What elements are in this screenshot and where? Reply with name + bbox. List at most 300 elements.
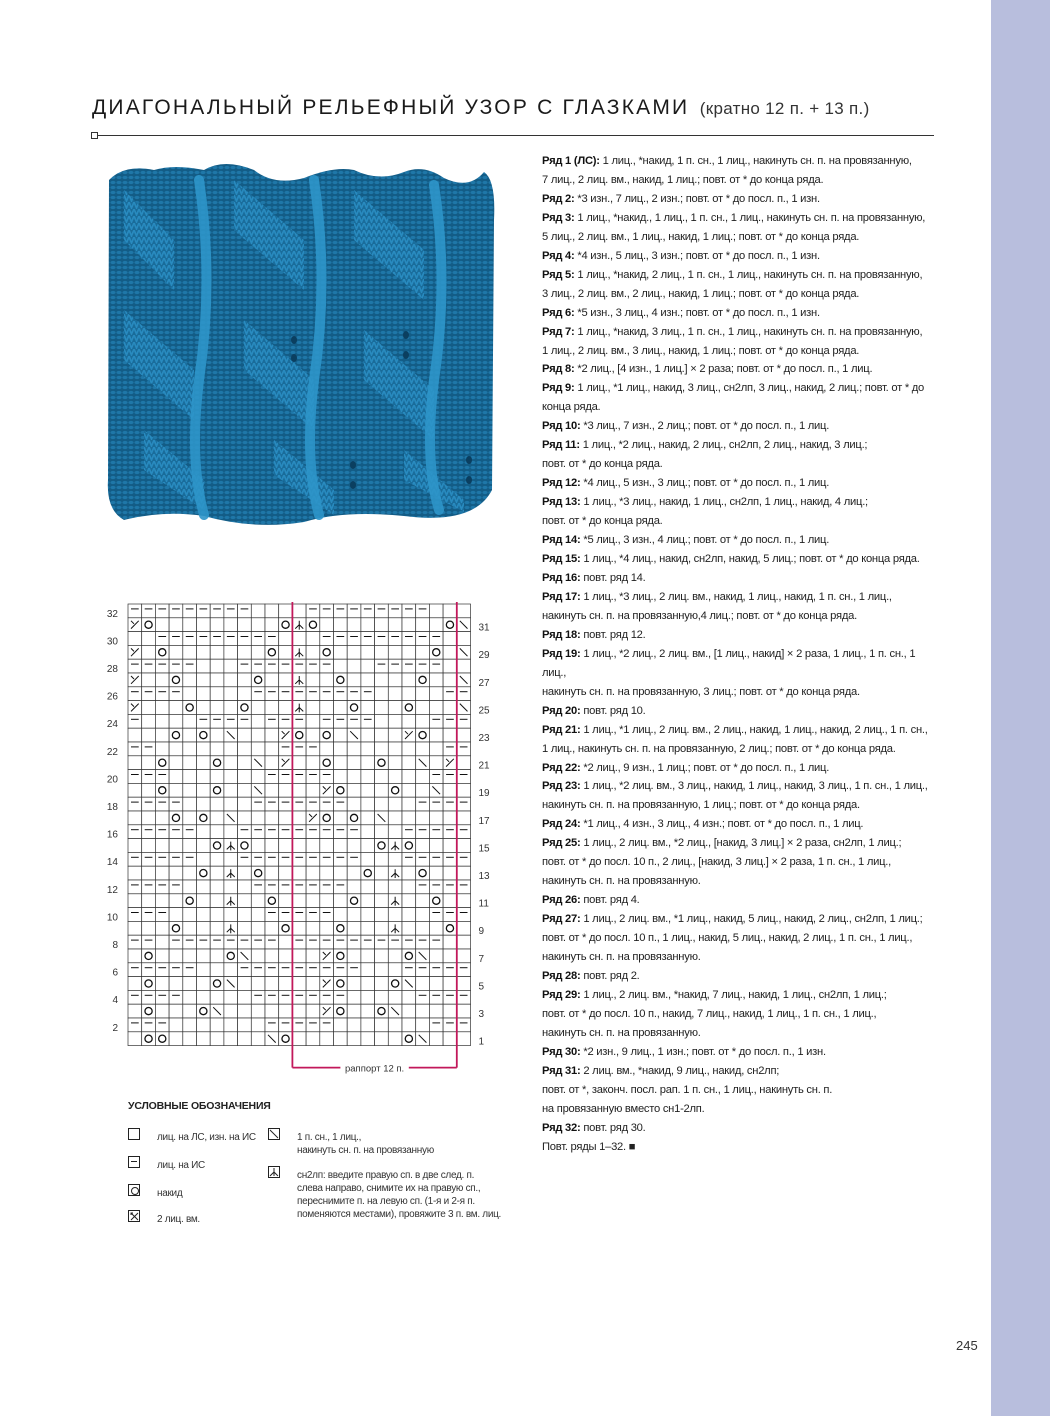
chart-cell xyxy=(224,687,238,701)
chart-cell xyxy=(183,604,197,618)
chart-cell xyxy=(224,990,238,1004)
chart-cell xyxy=(388,673,402,687)
row-number-left: 24 xyxy=(106,719,118,731)
chart-cell xyxy=(265,701,279,715)
chart-cell xyxy=(251,728,265,742)
chart-cell xyxy=(361,783,375,797)
chart-cell xyxy=(197,659,211,673)
chart-cell xyxy=(142,1004,156,1018)
chart-cell xyxy=(238,673,252,687)
chart-cell xyxy=(279,1032,293,1046)
instruction-line xyxy=(542,967,937,986)
chart-cell xyxy=(457,687,471,701)
chart-cell xyxy=(306,894,320,908)
chart-cell xyxy=(142,797,156,811)
chart-cell xyxy=(292,797,306,811)
chart-cell xyxy=(347,990,361,1004)
chart-cell xyxy=(265,866,279,880)
chart-cell xyxy=(306,990,320,1004)
chart-cell xyxy=(375,687,389,701)
chart-cell xyxy=(169,645,183,659)
instruction-line xyxy=(542,512,937,531)
instruction-line xyxy=(542,1043,937,1062)
chart-cell xyxy=(416,963,430,977)
chart-cell xyxy=(210,756,224,770)
chart-cell xyxy=(388,825,402,839)
chart-cell xyxy=(416,728,430,742)
row-text: 1 лиц., *накид, 1 п. сн., 1 лиц., накинуть сн. п. на провязанную, xyxy=(599,155,912,167)
instruction-line xyxy=(542,171,937,190)
chart-cell xyxy=(238,852,252,866)
chart-cell xyxy=(457,1032,471,1046)
chart-cell xyxy=(128,894,142,908)
chart-cell xyxy=(155,728,169,742)
chart-cell xyxy=(334,659,348,673)
chart-cell xyxy=(457,839,471,853)
chart-cell xyxy=(334,894,348,908)
chart-cell xyxy=(224,935,238,949)
chart-cell xyxy=(443,645,457,659)
chart-cell xyxy=(265,632,279,646)
row-number-left: 22 xyxy=(106,746,118,758)
chart-cell xyxy=(306,908,320,922)
chart-cell xyxy=(292,921,306,935)
chart-cell xyxy=(169,935,183,949)
chart-cell xyxy=(142,949,156,963)
chart-cell xyxy=(402,604,416,618)
chart-cell xyxy=(292,632,306,646)
chart-cell xyxy=(210,811,224,825)
chart-cell xyxy=(292,825,306,839)
chart-cell xyxy=(429,990,443,1004)
chart-cell xyxy=(429,811,443,825)
chart-cell xyxy=(169,783,183,797)
chart-cell xyxy=(306,604,320,618)
chart-cell xyxy=(210,659,224,673)
chart-cell xyxy=(347,783,361,797)
chart-cell xyxy=(265,852,279,866)
chart-cell xyxy=(251,687,265,701)
chart-cell xyxy=(457,935,471,949)
chart-cell xyxy=(155,673,169,687)
chart-cell xyxy=(306,880,320,894)
chart-cell xyxy=(361,632,375,646)
chart-cell xyxy=(197,687,211,701)
chart-cell xyxy=(334,645,348,659)
chart-cell xyxy=(375,825,389,839)
legend-text: 2 лиц. вм. xyxy=(157,1214,200,1225)
chart-cell xyxy=(388,797,402,811)
instruction-line xyxy=(542,872,937,891)
chart-cell xyxy=(375,935,389,949)
chart-cell xyxy=(334,825,348,839)
chart-cell xyxy=(197,880,211,894)
chart-cell xyxy=(306,977,320,991)
chart-cell xyxy=(155,618,169,632)
chart-cell xyxy=(265,921,279,935)
chart-cell xyxy=(155,963,169,977)
row-label: Ряд 16: xyxy=(542,571,581,584)
chart-cell xyxy=(347,825,361,839)
chart-cell xyxy=(169,949,183,963)
chart-cell xyxy=(183,935,197,949)
row-label: Ряд 22: xyxy=(542,761,581,774)
chart-cell xyxy=(155,797,169,811)
chart-cell xyxy=(443,977,457,991)
chart-cell xyxy=(320,1018,334,1032)
chart-cell xyxy=(388,645,402,659)
chart-cell xyxy=(443,673,457,687)
chart-cell xyxy=(429,825,443,839)
chart-cell xyxy=(334,866,348,880)
chart-cell xyxy=(169,604,183,618)
chart-cell xyxy=(279,880,293,894)
legend-line: слева направо, снимите их на правую сп., xyxy=(297,1183,481,1194)
chart-cell xyxy=(347,770,361,784)
chart-cell xyxy=(210,728,224,742)
chart-cell xyxy=(183,963,197,977)
chart-cell xyxy=(142,618,156,632)
chart-cell xyxy=(238,701,252,715)
chart-cell xyxy=(402,894,416,908)
chart-cell xyxy=(320,797,334,811)
row-text: 1 лиц., 2 лиц. вм., 3 лиц., накид, 1 лиц.; повт. от * до конца ряда. xyxy=(542,344,860,357)
chart-cell xyxy=(347,618,361,632)
row-text: накинуть сн. п. на провязанную. xyxy=(542,951,701,964)
chart-cell xyxy=(320,1032,334,1046)
chart-cell xyxy=(443,866,457,880)
chart-cell xyxy=(265,990,279,1004)
chart-cell xyxy=(457,714,471,728)
chart-cell xyxy=(306,687,320,701)
page-number: 245 xyxy=(956,1338,978,1353)
chart-cell xyxy=(238,990,252,1004)
instruction-line xyxy=(542,360,937,379)
row-text: накинуть сн. п. на провязанную, 3 лиц.; повт. от * до конца ряда. xyxy=(542,685,860,698)
instruction-line xyxy=(542,740,937,759)
chart-cell xyxy=(210,963,224,977)
chart-cell xyxy=(388,963,402,977)
chart-cell xyxy=(416,990,430,1004)
chart-cell xyxy=(128,949,142,963)
row-text: *4 лиц., 5 изн., 3 лиц.; повт. от * до посл. п., 1 лиц. xyxy=(580,477,830,490)
chart-cell xyxy=(402,990,416,1004)
chart-cell xyxy=(197,645,211,659)
chart-cell xyxy=(361,825,375,839)
chart-cell xyxy=(347,742,361,756)
chart-cell xyxy=(292,728,306,742)
chart-cell xyxy=(416,977,430,991)
row-text: накинуть сн. п. на провязанную, 1 лиц.; повт. от * до конца ряда. xyxy=(542,799,860,812)
chart-cell xyxy=(265,880,279,894)
chart-cell xyxy=(169,659,183,673)
chart-cell xyxy=(388,880,402,894)
chart-cell xyxy=(402,963,416,977)
chart-cell xyxy=(375,866,389,880)
pattern-title xyxy=(92,96,870,120)
chart-cell xyxy=(361,1032,375,1046)
chart-cell xyxy=(347,908,361,922)
chart-cell xyxy=(320,714,334,728)
row-label: Ряд 26: xyxy=(542,894,581,907)
chart-cell xyxy=(388,770,402,784)
chart-cell xyxy=(279,770,293,784)
row-text: повт. ряд 10. xyxy=(580,704,646,717)
chart-cell xyxy=(265,949,279,963)
chart-cell xyxy=(238,797,252,811)
instruction-line xyxy=(542,853,937,872)
legend-line: 1 п. сн., 1 лиц., xyxy=(297,1132,362,1143)
chart-cell xyxy=(292,949,306,963)
chart-cell xyxy=(238,839,252,853)
chart-cell xyxy=(361,714,375,728)
chart-cell xyxy=(224,618,238,632)
instruction-line xyxy=(542,550,937,569)
chart-cell xyxy=(224,742,238,756)
instruction-line xyxy=(542,569,937,588)
chart-cell xyxy=(388,604,402,618)
chart-cell xyxy=(375,880,389,894)
chart-cell xyxy=(306,618,320,632)
row-text: повт. от * до конца ряда. xyxy=(542,458,663,471)
chart-cell xyxy=(155,714,169,728)
chart-cell xyxy=(402,797,416,811)
row-label: Ряд 17: xyxy=(542,590,581,603)
chart-cell xyxy=(197,701,211,715)
chart-cell xyxy=(128,604,142,618)
row-number-left: 14 xyxy=(106,857,118,869)
chart-cell xyxy=(279,714,293,728)
chart-cell xyxy=(375,852,389,866)
row-text: *3 лиц., 7 изн., 2 лиц.; повт. от * до посл. п., 1 лиц. xyxy=(580,420,830,433)
chart-cell xyxy=(402,632,416,646)
chart-cell xyxy=(429,687,443,701)
chart-cell xyxy=(265,659,279,673)
chart-cell xyxy=(224,632,238,646)
chart-cell xyxy=(183,921,197,935)
chart-cell xyxy=(210,632,224,646)
row-number-left: 10 xyxy=(106,912,118,924)
chart-cell xyxy=(334,935,348,949)
chart-cell xyxy=(306,714,320,728)
chart-cell xyxy=(334,921,348,935)
chart-cell xyxy=(347,756,361,770)
row-number-right: 27 xyxy=(478,677,490,689)
chart-cell xyxy=(251,963,265,977)
chart-cell xyxy=(197,604,211,618)
row-text: 1 лиц., *накид, 2 лиц., 1 п. сн., 1 лиц., накинуть сн. п. на провязанную, xyxy=(574,268,923,281)
chart-cell xyxy=(457,811,471,825)
chart-cell xyxy=(128,687,142,701)
instruction-line xyxy=(542,607,937,626)
chart-cell xyxy=(265,742,279,756)
row-text: повт. ряд 2. xyxy=(580,969,640,982)
chart-cell xyxy=(155,783,169,797)
row-text: 1 лиц., *4 лиц., накид, сн2лп, накид, 5 лиц.; повт. от * до конца ряда. xyxy=(580,553,920,566)
row-text: *5 изн., 3 лиц., 4 изн.; повт. от * до посл. п., 1 изн. xyxy=(574,306,820,319)
instruction-line xyxy=(542,323,937,342)
chart-cell xyxy=(210,935,224,949)
chart-cell xyxy=(142,977,156,991)
legend xyxy=(126,1100,526,1230)
chart-cell xyxy=(347,1018,361,1032)
chart-cell xyxy=(265,839,279,853)
chart-cell xyxy=(265,825,279,839)
chart-cell xyxy=(210,714,224,728)
chart-cell xyxy=(375,1032,389,1046)
row-number-right: 3 xyxy=(478,1009,485,1020)
instruction-line xyxy=(542,209,937,228)
chart-cell xyxy=(279,742,293,756)
chart-cell xyxy=(388,977,402,991)
chart-cell xyxy=(361,811,375,825)
chart-cell xyxy=(402,811,416,825)
chart-cell xyxy=(224,1018,238,1032)
chart-cell xyxy=(210,908,224,922)
chart-cell xyxy=(265,783,279,797)
chart-cell xyxy=(347,645,361,659)
chart-cell xyxy=(279,921,293,935)
chart-cell xyxy=(183,811,197,825)
chart-cell xyxy=(320,990,334,1004)
row-label: Ряд 19: xyxy=(542,647,581,660)
chart-cell xyxy=(169,921,183,935)
chart-cell xyxy=(251,990,265,1004)
chart-cell xyxy=(457,894,471,908)
row-number-right: 23 xyxy=(478,733,490,744)
chart-cell xyxy=(155,880,169,894)
chart-cell xyxy=(128,1004,142,1018)
chart-cell xyxy=(279,604,293,618)
chart-cell xyxy=(238,756,252,770)
chart-cell xyxy=(388,1032,402,1046)
legend-line: переснимите п. на левую сп. (1-я и 2-я п. xyxy=(297,1196,475,1207)
chart-cell xyxy=(334,687,348,701)
chart-cell xyxy=(224,701,238,715)
row-text: 3 лиц., 2 лиц. вм., 2 лиц., накид, 1 лиц.; повт. от * до конца ряда. xyxy=(542,287,860,300)
chart-cell xyxy=(306,1004,320,1018)
chart-cell xyxy=(429,756,443,770)
chart-cell xyxy=(402,687,416,701)
chart-cell xyxy=(292,866,306,880)
chart-cell xyxy=(388,618,402,632)
chart-cell xyxy=(155,990,169,1004)
chart-cell xyxy=(457,825,471,839)
chart-cell xyxy=(402,701,416,715)
row-label: Ряд 9: xyxy=(542,382,575,395)
row-text: 7 лиц., 2 лиц. вм., накид, 1 лиц.; повт. от * до конца ряда. xyxy=(542,173,824,186)
chart-cell xyxy=(279,701,293,715)
chart-cell xyxy=(279,687,293,701)
chart-cell xyxy=(169,770,183,784)
chart-cell xyxy=(183,797,197,811)
chart-cell xyxy=(375,604,389,618)
chart-cell xyxy=(429,673,443,687)
instruction-line xyxy=(542,436,937,455)
row-number-left: 6 xyxy=(112,967,118,979)
chart-cell xyxy=(238,811,252,825)
chart-cell xyxy=(224,963,238,977)
chart-cell xyxy=(251,797,265,811)
chart-cell xyxy=(375,797,389,811)
chart-cell xyxy=(388,659,402,673)
chart-cell xyxy=(169,701,183,715)
chart-cell xyxy=(416,645,430,659)
chart-cell xyxy=(142,604,156,618)
row-text: повт. от * до посл. 10 п., 2 лиц., [накид, 3 лиц.] × 2 раза, 1 п. сн., 1 лиц., xyxy=(542,856,892,869)
chart-cell xyxy=(388,949,402,963)
chart-cell xyxy=(142,811,156,825)
chart-cell xyxy=(361,770,375,784)
chart-cell xyxy=(251,839,265,853)
instruction-line xyxy=(542,531,937,550)
chart-cell xyxy=(128,935,142,949)
chart-cell xyxy=(416,852,430,866)
instruction-line xyxy=(542,285,937,304)
chart-cell xyxy=(251,866,265,880)
chart-cell xyxy=(279,783,293,797)
chart-cell xyxy=(361,963,375,977)
row-label: Ряд 2: xyxy=(542,192,575,205)
chart-cell xyxy=(375,908,389,922)
chart-cell xyxy=(457,963,471,977)
chart-cell xyxy=(416,673,430,687)
chart-cell xyxy=(265,645,279,659)
chart-cell xyxy=(361,935,375,949)
row-number-right: 7 xyxy=(478,953,485,965)
chart-cell xyxy=(443,811,457,825)
chart-cell xyxy=(347,797,361,811)
chart-cell xyxy=(320,756,334,770)
chart-cell xyxy=(402,1018,416,1032)
chart-cell xyxy=(402,742,416,756)
chart-cell xyxy=(361,1018,375,1032)
chart-cell xyxy=(155,852,169,866)
chart-cell xyxy=(183,618,197,632)
chart-cell xyxy=(347,811,361,825)
chart-cell xyxy=(238,632,252,646)
row-label: Ряд 5: xyxy=(542,268,575,281)
chart-cell xyxy=(142,632,156,646)
row-label: Ряд 27: xyxy=(542,913,581,926)
legend-text xyxy=(297,1131,434,1157)
chart-cell xyxy=(429,977,443,991)
chart-cell xyxy=(457,990,471,1004)
chart-cell xyxy=(347,701,361,715)
chart-cell xyxy=(375,783,389,797)
chart-cell xyxy=(265,894,279,908)
chart-cell xyxy=(375,701,389,715)
chart-cell xyxy=(306,783,320,797)
chart-cell xyxy=(347,894,361,908)
chart-cell xyxy=(251,618,265,632)
row-number-right: 21 xyxy=(478,760,490,772)
chart-cell xyxy=(402,866,416,880)
chart-cell xyxy=(279,825,293,839)
chart-cell xyxy=(306,756,320,770)
chart-cell xyxy=(306,866,320,880)
chart-cell xyxy=(361,645,375,659)
chart-cell xyxy=(416,632,430,646)
row-text: 1 лиц., 2 лиц. вм., *2 лиц., [накид, 3 лиц.] × 2 раза, сн2лп, 1 лиц.; xyxy=(580,837,902,850)
chart-cell xyxy=(183,990,197,1004)
chart-cell xyxy=(443,742,457,756)
chart-cell xyxy=(238,908,252,922)
chart-cell xyxy=(320,618,334,632)
chart-cell xyxy=(334,811,348,825)
row-text: на провязанную вместо сн1-2лп. xyxy=(542,1102,705,1115)
row-label: Ряд 15: xyxy=(542,553,581,566)
